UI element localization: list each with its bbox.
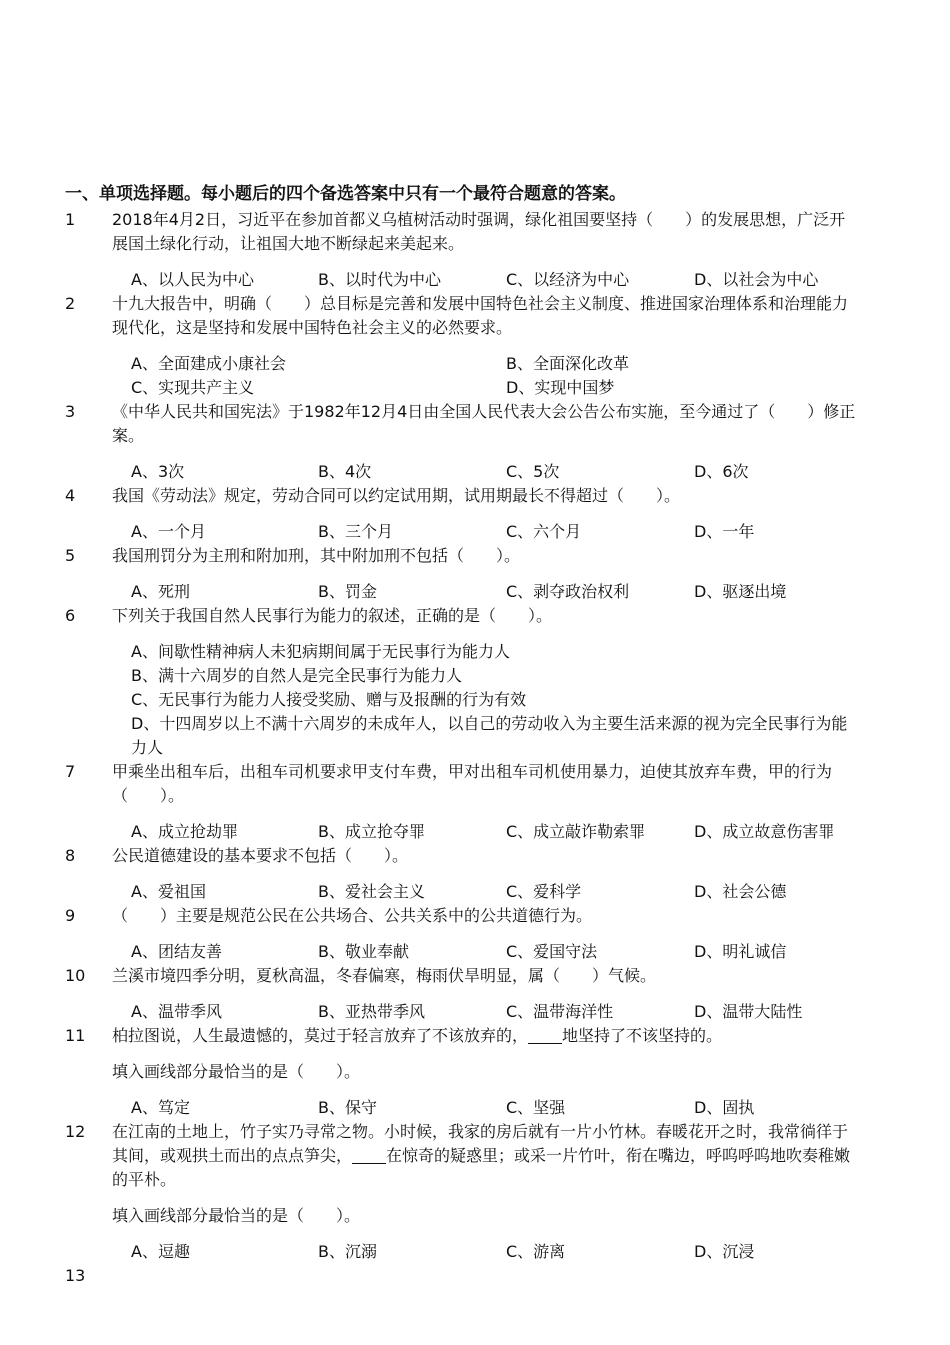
option-c: C、游离 [506,1242,566,1261]
option-d: D、十四周岁以上不满十六周岁的未成年人，以自己的劳动收入为主要生活来源的视为完全民事行为能力人 [131,714,848,757]
option-a: A、以人民为中心 [131,270,254,289]
question-text: 公民道德建设的基本要求不包括（ ）。 [112,846,409,865]
question-number: 5 [65,546,76,565]
option-b: B、敬业奉献 [318,942,409,961]
option-a: A、笃定 [131,1098,190,1117]
option-c: C、坚强 [506,1098,566,1117]
option-a: A、3次 [131,462,185,481]
question-number: 12 [65,1122,86,1141]
option-d: D、成立故意伤害罪 [694,822,835,841]
option-b: B、亚热带季风 [318,1002,425,1021]
question-number: 11 [65,1026,86,1045]
question-text: 下列关于我国自然人民事行为能力的叙述，正确的是（ ）。 [112,606,553,625]
question-number: 10 [65,966,86,985]
option-a: A、温带季风 [131,1002,222,1021]
option-b: B、罚金 [318,582,377,601]
option-b: B、保守 [318,1098,377,1117]
question-text-part-b: 地坚持了不该坚持的。 [562,1026,723,1045]
option-c: C、无民事行为能力人接受奖励、赠与及报酬的行为有效 [131,690,527,709]
question-instruction: 填入画线部分最恰当的是（ ）。 [112,1206,361,1225]
option-d: D、实现中国梦 [506,378,615,397]
question-text: 兰溪市境四季分明，夏秋高温，冬春偏寒，梅雨伏旱明显，属（ ）气候。 [112,966,657,985]
option-a: A、全面建成小康社会 [131,354,286,373]
question-text [112,1024,857,1048]
question-number: 3 [65,402,76,421]
option-d: D、固执 [694,1098,755,1117]
option-d: D、一年 [694,522,755,541]
option-c: C、5次 [506,462,560,481]
option-d: D、沉浸 [694,1242,755,1261]
option-a: A、间歇性精神病人未犯病期间属于无民事行为能力人 [131,642,510,661]
question-instruction: 填入画线部分最恰当的是（ ）。 [112,1062,361,1081]
option-c: C、爱国守法 [506,942,598,961]
option-c: C、以经济为中心 [506,270,630,289]
option-b: B、满十六周岁的自然人是完全民事行为能力人 [131,666,462,685]
option-a: A、成立抢劫罪 [131,822,238,841]
option-d: D、社会公德 [694,882,787,901]
question-text: （ ）主要是规范公民在公共场合、公共关系中的公共道德行为。 [112,906,593,925]
question-number: 6 [65,606,76,625]
fill-blank [352,1147,386,1164]
option-c: C、温带海洋性 [506,1002,614,1021]
option-a: A、团结友善 [131,942,222,961]
question-number: 13 [65,1266,86,1285]
option-c: C、剥夺政治权利 [506,582,630,601]
option-a: A、死刑 [131,582,190,601]
option-b: B、全面深化改革 [506,354,629,373]
question-text-part-b: 在惊奇的疑惑里；或采一片竹叶，衔在嘴边，呼呜呼呜地吹奏稚嫩的平朴。 [112,1146,851,1189]
question-number: 8 [65,846,76,865]
question-text: 我国刑罚分为主刑和附加刑，其中附加刑不包括（ ）。 [112,546,521,565]
question-text [112,1120,857,1192]
question-number: 2 [65,294,76,313]
option-b: B、以时代为中心 [318,270,441,289]
option-d: D、明礼诚信 [694,942,787,961]
option-c: C、六个月 [506,522,582,541]
option-a: A、一个月 [131,522,206,541]
question-text: 甲乘坐出租车后，出租车司机要求甲支付车费，甲对出租车司机使用暴力，迫使其放弃车费，甲的行为（ ）。 [112,762,833,805]
option-b: B、三个月 [318,522,393,541]
option-b: B、4次 [318,462,372,481]
option-d: D、以社会为中心 [694,270,819,289]
option-d: D、驱逐出境 [694,582,787,601]
question-number: 1 [65,210,76,229]
option-b: B、沉溺 [318,1242,377,1261]
question-text: 十九大报告中，明确（ ）总目标是完善和发展中国特色社会主义制度、推进国家治理体系和治理能力现代化，这是坚持和发展中国特色社会主义的必然要求。 [112,294,849,337]
option-b: B、爱社会主义 [318,882,425,901]
option-d: D、温带大陆性 [694,1002,803,1021]
question-text: 我国《劳动法》规定，劳动合同可以约定试用期，试用期最长不得超过（ ）。 [112,486,681,505]
option-c: C、爱科学 [506,882,582,901]
section-title: 一、单项选择题。每小题后的四个备选答案中只有一个最符合题意的答案。 [65,184,626,204]
question-number: 4 [65,486,76,505]
question-text: 2018年4月2日，习近平在参加首都义乌植树活动时强调，绿化祖国要坚持（ ）的发展思想，广泛开展国土绿化行动，让祖国大地不断绿起来美起来。 [112,210,846,253]
question-text-part-a: 柏拉图说，人生最遗憾的，莫过于轻言放弃了不该放弃的， [112,1026,529,1045]
option-c: C、实现共产主义 [131,378,255,397]
question-text-part-a: 在江南的土地上，竹子实乃寻常之物。小时候，我家的房后就有一片小竹林。春暖花开之时，我常徜徉于其间，或观拱土而出的点点笋尖， [112,1122,849,1165]
option-d: D、6次 [694,462,749,481]
fill-blank [528,1027,562,1044]
question-number: 9 [65,906,76,925]
question-text: 《中华人民共和国宪法》于1982年12月4日由全国人民代表大会公告公布实施，至今通过了（ ）修正案。 [112,402,856,445]
option-a: A、爱祖国 [131,882,206,901]
option-c: C、成立敲诈勒索罪 [506,822,646,841]
question-number: 7 [65,762,76,781]
option-a: A、逗趣 [131,1242,190,1261]
option-b: B、成立抢夺罪 [318,822,425,841]
